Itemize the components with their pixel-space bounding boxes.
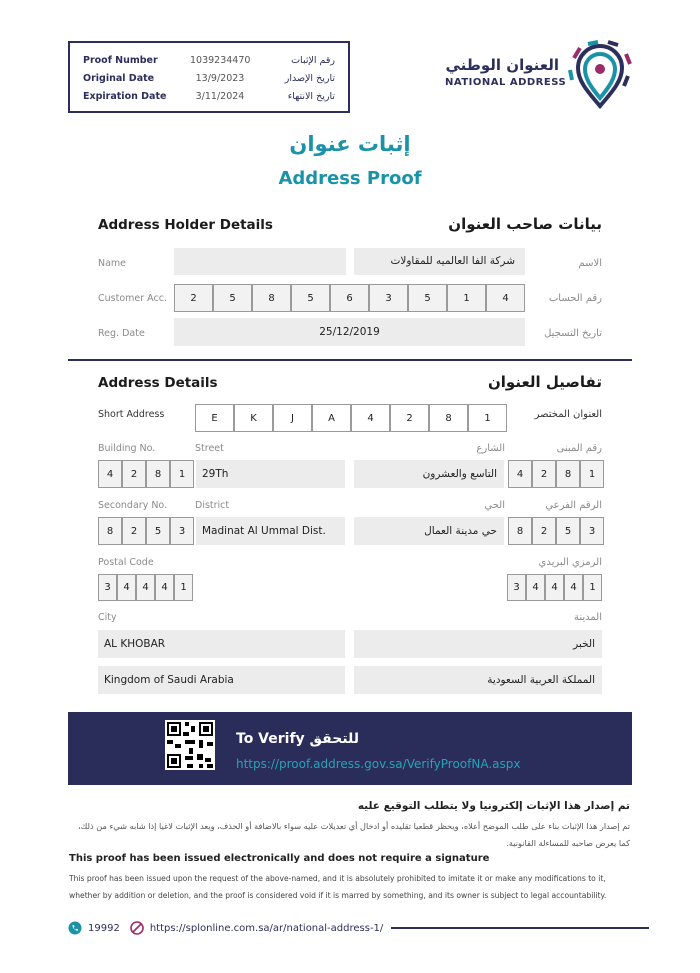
title-en: Address Proof: [278, 168, 422, 189]
city-label-ar: المدينة: [573, 612, 602, 623]
name-field-empty: [174, 248, 346, 275]
digit-cell: 4: [564, 574, 583, 601]
char-cell: J: [273, 404, 312, 432]
char-cell: 4: [351, 404, 390, 432]
name-value: شركة الفا العالميه للمقاولات: [354, 248, 525, 275]
section-divider: [68, 359, 632, 361]
customer-acc-label-ar: رقم الحساب: [548, 293, 602, 304]
digit-cell: 4: [508, 460, 532, 488]
proof-number-row: [70, 55, 348, 73]
district-label-ar: الحي: [484, 500, 505, 511]
postal-label: Postal Code: [98, 557, 154, 568]
digit-cell: 4: [155, 574, 174, 601]
expiration-date-row: [70, 91, 348, 109]
verify-link[interactable]: https://proof.address.gov.sa/VerifyProofNA.aspx: [236, 757, 521, 771]
address-heading-ar: تفاصيل العنوان: [487, 373, 602, 391]
verify-title: To Verify للتحقق: [236, 731, 360, 747]
national-address-logo-icon: [566, 40, 634, 112]
district-value-en: Madinat Al Ummal Dist.: [196, 517, 345, 545]
postal-digits: [98, 574, 193, 601]
digit-cell: 5: [146, 517, 170, 545]
street-label-ar: الشارع: [476, 443, 505, 454]
country-value-en: Kingdom of Saudi Arabia: [98, 666, 345, 694]
verify-banner: [68, 712, 632, 785]
expiration-date-label: Expiration Date: [83, 91, 167, 102]
digit-cell: 6: [330, 284, 369, 312]
secondary-digits-ar: [508, 517, 604, 545]
digit-cell: 5: [408, 284, 447, 312]
expiration-date-label-ar: تاريخ الانتهاء: [287, 91, 335, 102]
footer-rule: [391, 927, 649, 929]
proof-number-label: Proof Number: [83, 55, 158, 66]
phone-icon: [68, 921, 82, 935]
digit-cell: 3: [507, 574, 526, 601]
char-cell: E: [195, 404, 234, 432]
street-label: Street: [195, 443, 224, 454]
digit-cell: 8: [252, 284, 291, 312]
note-ar-heading: تم إصدار هذا الإثبات إلكترونيا ولا يتطلب التوقيع عليه: [357, 800, 630, 812]
char-cell: K: [234, 404, 273, 432]
digit-cell: 3: [369, 284, 408, 312]
digit-cell: 1: [447, 284, 486, 312]
street-value-en: 29Th: [196, 460, 345, 488]
note-ar-text: تم إصدار هذا الإثبات بناء على طلب الموضح أعلاه، ويحظر قطعيا تقليده أو ادخال أي تعديلات عليه سواء بالاضافة أو الحذف، ويعد الإثبات لاغيا إذا شابه شيء من ذلك، كما يعرض صاحبه للمساءلة القانونية.: [77, 821, 630, 848]
logo-text-ar: العنوان الوطني: [445, 56, 559, 74]
footer-phone: 19992: [88, 922, 120, 934]
digit-cell: 5: [556, 517, 580, 545]
street-value-ar: التاسع والعشرون: [354, 460, 504, 488]
globe-icon: [130, 921, 144, 935]
original-date-value: 13/9/2023: [195, 73, 245, 84]
note-en-text: This proof has been issued upon the request of the above-named, and it is absolutely prohibited to imitate it or make any modifications to it, whether by addition or deletion, and the proof is considered void if it is marred by something, and its owner is subject to legal accountability.: [69, 874, 607, 900]
customer-acc-digits: [174, 284, 525, 312]
secondary-label-ar: الرقم الفرعي: [545, 500, 602, 511]
digit-cell: 2: [174, 284, 213, 312]
postal-label-ar: الرمزي البريدي: [538, 557, 602, 568]
digit-cell: 8: [98, 517, 122, 545]
digit-cell: 2: [532, 517, 556, 545]
footer-url[interactable]: https://splonline.com.sa/ar/national-address-1/: [149, 922, 384, 934]
title-ar: إثبات عنوان: [289, 132, 411, 156]
address-heading-en: Address Details: [98, 375, 218, 391]
footer: [68, 918, 649, 938]
secondary-digits: [98, 517, 194, 545]
customer-acc-label: Customer Acc.: [98, 293, 167, 304]
digit-cell: 3: [170, 517, 194, 545]
building-label-ar: رقم المبنى: [556, 443, 602, 454]
holder-heading-ar: بيانات صاحب العنوان: [448, 215, 602, 233]
building-digits: [98, 460, 194, 488]
digit-cell: 4: [526, 574, 545, 601]
digit-cell: 3: [580, 517, 604, 545]
reg-date-label: Reg. Date: [98, 328, 145, 339]
short-address-label: Short Address: [98, 409, 165, 420]
reg-date-label-ar: تاريخ التسجيل: [544, 328, 602, 339]
secondary-label: Secondary No.: [98, 500, 168, 511]
digit-cell: 4: [545, 574, 564, 601]
digit-cell: 8: [556, 460, 580, 488]
digit-cell: 8: [146, 460, 170, 488]
digit-cell: 4: [136, 574, 155, 601]
building-label: Building No.: [98, 443, 156, 454]
char-cell: A: [312, 404, 351, 432]
digit-cell: 4: [117, 574, 136, 601]
logo-text-en: NATIONAL ADDRESS: [445, 77, 567, 88]
city-value-ar: الخبر: [354, 630, 602, 658]
digit-cell: 3: [98, 574, 117, 601]
digit-cell: 1: [580, 460, 604, 488]
expiration-date-value: 3/11/2024: [195, 91, 245, 102]
city-label: City: [98, 612, 117, 623]
digit-cell: 5: [291, 284, 330, 312]
digit-cell: 4: [486, 284, 525, 312]
digit-cell: 8: [508, 517, 532, 545]
city-value-en: AL KHOBAR: [98, 630, 345, 658]
district-value-ar: حي مدينة العمال: [354, 517, 504, 545]
char-cell: 1: [468, 404, 507, 432]
name-label-ar: الاسم: [578, 258, 602, 269]
note-en-heading: This proof has been issued electronically and does not require a signature: [69, 853, 490, 864]
reg-date-value: 25/12/2019: [174, 318, 525, 346]
digit-cell: 2: [532, 460, 556, 488]
char-cell: 8: [429, 404, 468, 432]
original-date-label: Original Date: [83, 73, 155, 84]
short-address-chars: [195, 404, 507, 432]
holder-heading-en: Address Holder Details: [98, 217, 273, 233]
digit-cell: 4: [98, 460, 122, 488]
digit-cell: 1: [170, 460, 194, 488]
digit-cell: 2: [122, 517, 146, 545]
postal-digits-ar: [507, 574, 602, 601]
proof-number-value: 1039234470: [190, 55, 251, 66]
char-cell: 2: [390, 404, 429, 432]
building-digits-ar: [508, 460, 604, 488]
country-value-ar: المملكة العربية السعودية: [354, 666, 602, 694]
digit-cell: 2: [122, 460, 146, 488]
original-date-row: [70, 73, 348, 91]
name-label: Name: [98, 258, 127, 269]
short-address-label-ar: العنوان المختصر: [534, 409, 602, 420]
digit-cell: 5: [213, 284, 252, 312]
proof-info-box: [68, 41, 350, 113]
district-label: District: [195, 500, 230, 511]
digit-cell: 1: [583, 574, 602, 601]
qr-code-icon[interactable]: [165, 720, 215, 770]
digit-cell: 1: [174, 574, 193, 601]
original-date-label-ar: تاريخ الإصدار: [284, 73, 335, 84]
proof-number-label-ar: رقم الإثبات: [291, 55, 335, 66]
